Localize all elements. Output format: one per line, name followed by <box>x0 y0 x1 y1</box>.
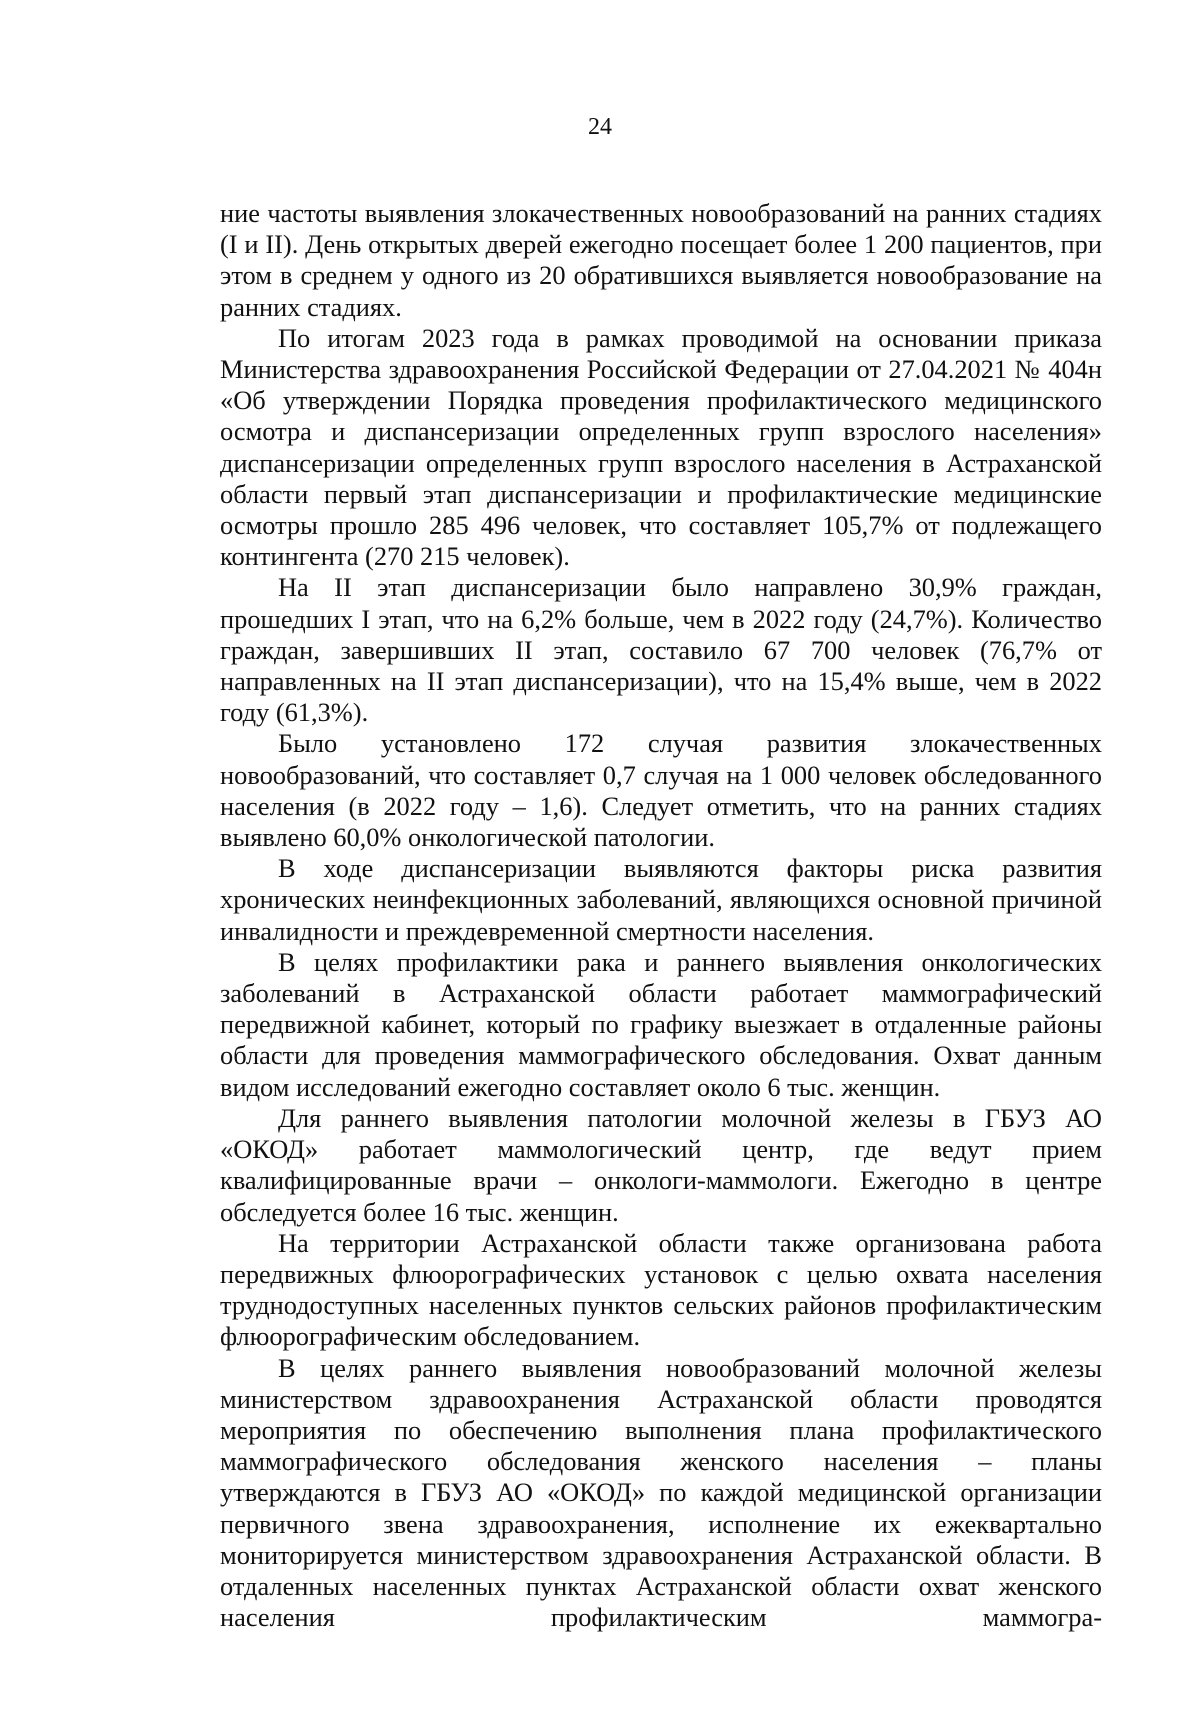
paragraph-neoplasms-detected: Было установлено 172 случая развития злокачественных новообразований, что составляет 0,7 случая на 1 000 человек обследованного населения (в 2022 году – 1,6). Следует отметить, что на ранних стадиях выявлено 60,0% онкологической патологии. <box>220 728 1102 853</box>
paragraph-fluorography: На территории Астраханской области также организована работа передвижных флюорографических установок с целью охвата населения труднодоступных населенных пунктов сельских районов профилактическим флюорографическим обследованием. <box>220 1227 1102 1352</box>
paragraph-mammology-center: Для раннего выявления патологии молочной железы в ГБУЗ АО «ОКОД» работает маммологический центр, где ведут прием квалифицированные врачи – онкологи-маммологи. Ежегодно в центре обследуется более 16 тыс. женщин. <box>220 1102 1102 1227</box>
paragraph-mobile-mammography: В целях профилактики рака и раннего выявления онкологических заболеваний в Астраханской области работает маммографический передвижной кабинет, который по графику выезжает в отдаленные районы области для проведения маммографического обследования. Охват данным видом исследований ежегодно составляет около 6 тыс. женщин. <box>220 946 1102 1102</box>
paragraph-second-stage: На II этап диспансеризации было направлено 30,9% граждан, прошедших I этап, что на 6,2% больше, чем в 2022 году (24,7%). Количество граждан, завершивших II этап, составило 67 700 человек (76,7% от направленных на II этап диспансеризации), что на 15,4% выше, чем в 2022 году (61,3%). <box>220 572 1102 728</box>
body-text <box>220 198 1102 1633</box>
paragraph-dispensary-results: По итогам 2023 года в рамках проводимой на основании приказа Министерства здравоохранения Российской Федерации от 27.04.2021 № 404н «Об утверждении Порядка проведения профилактического медицинского осмотра и диспансеризации определенных групп взрослого населения» диспансеризации определенных групп взрослого населения в Астраханской области первый этап диспансеризации и профилактические медицинские осмотры прошло 285 496 человек, что составляет 105,7% от подлежащего контингента (270 215 человек). <box>220 322 1102 572</box>
paragraph-continuation: ние частоты выявления злокачественных новообразований на ранних стадиях (I и II). День открытых дверей ежегодно посещает более 1 200 пациентов, при этом в среднем у одного из 20 обратившихся выявляется новообразование на ранних стадиях. <box>220 198 1102 322</box>
paragraph-mammography-plan: В целях раннего выявления новообразований молочной железы министерством здравоохранения Астраханской области проводятся мероприятия по обеспечению выполнения плана профилактического маммографического обследования женского населения – планы утверждаются в ГБУЗ АО «ОКОД» по каждой медицинской организации первичного звена здравоохранения, исполнение их ежеквартально мониторируется министерством здравоохранения Астраханской области. В отдаленных населенных пунктах Астраханской области охват женского населения профилактическим маммогра- <box>220 1352 1102 1633</box>
paragraph-risk-factors: В ходе диспансеризации выявляются факторы риска развития хронических неинфекционных заболеваний, являющихся основной причиной инвалидности и преждевременной смертности населения. <box>220 853 1102 946</box>
page-number: 24 <box>588 114 612 140</box>
